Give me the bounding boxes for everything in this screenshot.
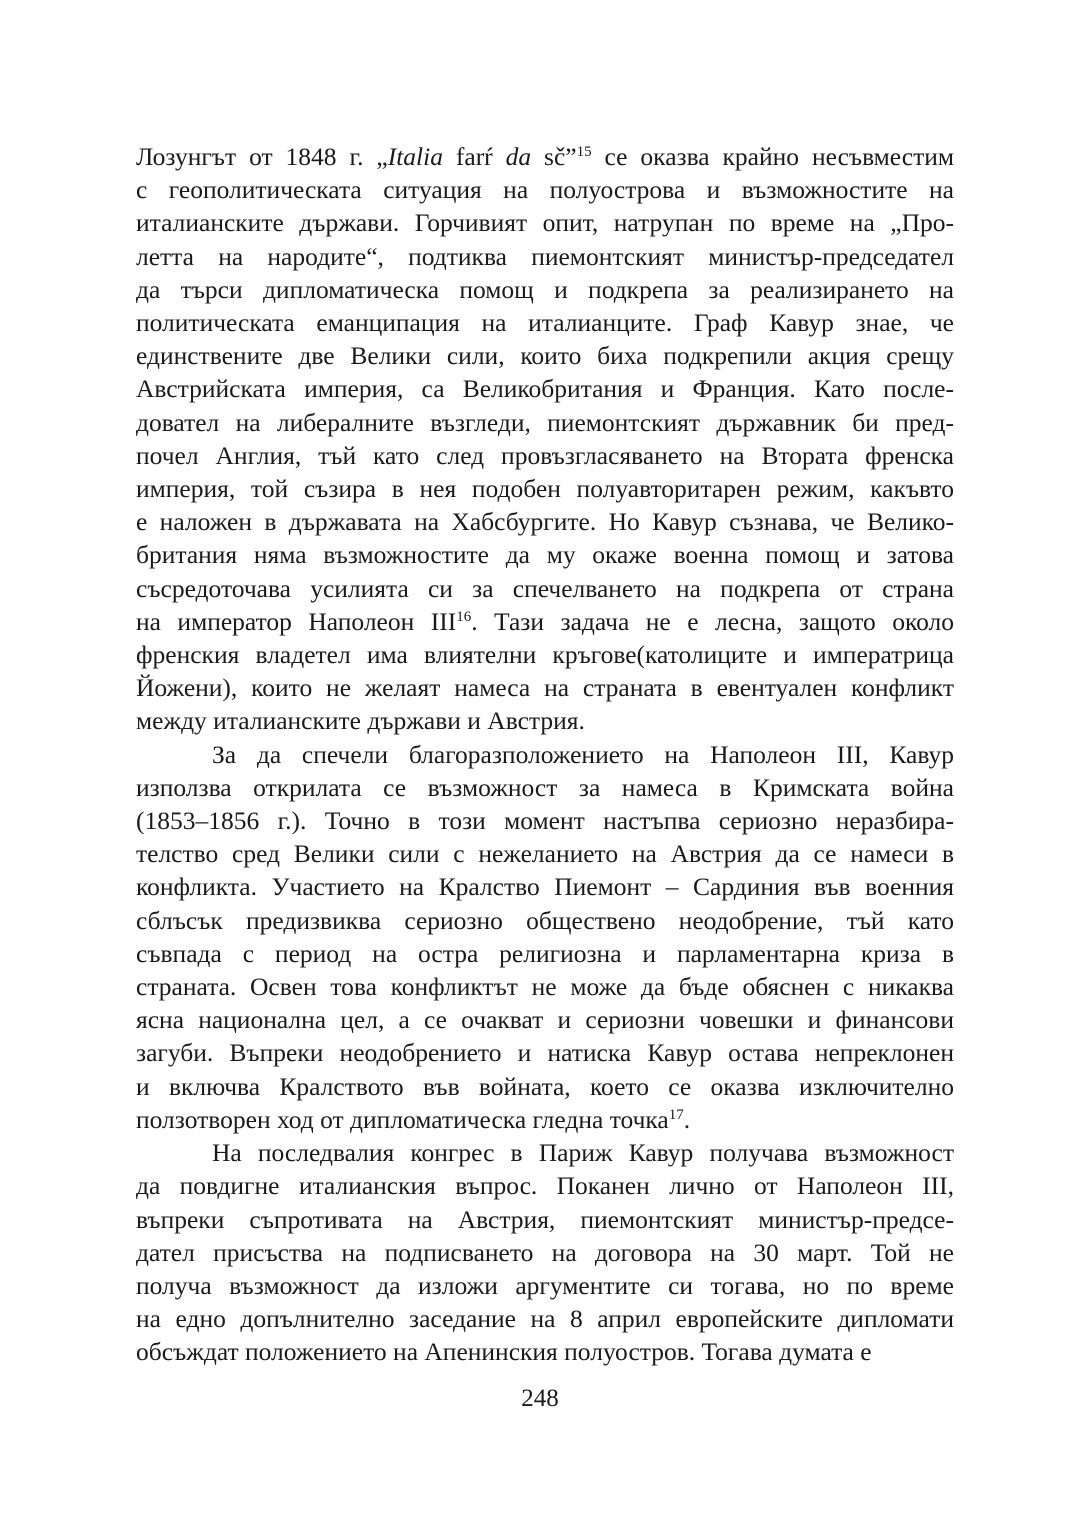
text-segment: .	[683, 1104, 691, 1134]
text-line: загуби. Въпреки неодобрението и натиска Кавур остава непреклонен	[136, 1038, 954, 1068]
text-line	[136, 140, 954, 173]
text-line: съвпада с период на остра религиозна и парламентарна криза в	[136, 938, 954, 968]
text-segment: farŕ	[442, 142, 506, 171]
text-segment: sč”	[531, 142, 577, 171]
text-line: На последвалия конгрес в Париж Кавур получава възможност	[212, 1138, 954, 1168]
text-line: е наложен в държавата на Хабсбургите. Но Кавур съзнава, че Велико-	[136, 507, 954, 537]
text-line: (1853–1856 г.). Точно в този момент настъпва сериозно неразбира-	[136, 806, 954, 836]
text-line: политическата еманципация на италианците. Граф Кавур знае, че	[136, 308, 954, 338]
text-line: италианските държави. Горчивият опит, натрупан по време на „Про-	[136, 208, 954, 238]
text-line: използва открилата се възможност за намеса в Кримската война	[136, 772, 954, 802]
text-segment: се оказва крайно несъвместим	[591, 142, 955, 171]
text-line: Австрийската империя, са Великобритания и Франция. Като после-	[136, 374, 954, 404]
text-line: империя, той съзира в нея подобен полуавторитарен режим, какъвто	[136, 474, 954, 504]
text-line: да повдигне италианския въпрос. Поканен лично от Наполеон III,	[136, 1171, 954, 1201]
text-line: между италианските държави и Австрия.	[136, 706, 585, 736]
text-line: с геополитическата ситуация на полуострова и възможностите на	[136, 175, 954, 205]
italic-text: Italia	[387, 142, 443, 171]
text-line	[136, 1103, 954, 1136]
text-line: конфликта. Участието на Кралство Пиемонт – Сардиния във военния	[136, 872, 954, 902]
text-line: летта на народите“, подтиква пиемонтският министър-председател	[136, 241, 954, 271]
text-line: страната. Освен това конфликтът не може да бъде обяснен с никаква	[136, 972, 954, 1002]
text-line	[136, 605, 954, 638]
text-line: и включва Кралството във войната, което се оказва изключително	[136, 1071, 954, 1101]
page-body	[136, 140, 954, 1369]
text-line: въпреки съпротивата на Австрия, пиемонтският министър-предсе-	[136, 1204, 954, 1234]
text-line: довател на либералните възгледи, пиемонтският държавник би пред-	[136, 407, 954, 437]
text-line: френския владетел има влиятелни кръгове(католиците и императрица	[136, 640, 954, 670]
footnote-reference: 17	[668, 1106, 684, 1123]
paragraph-3	[136, 1136, 954, 1368]
text-line: почел Англия, тъй като след провъзгласяването на Втората френска	[136, 440, 954, 470]
footnote-reference: 16	[456, 608, 472, 625]
paragraph-2	[136, 738, 954, 1136]
text-segment: . Тази задача не е лесна, защото около	[471, 606, 954, 636]
text-line: да търси дипломатическа помощ и подкрепа за реализирането на	[136, 274, 954, 304]
text-segment: Лозунгът от 1848 г. „	[136, 142, 388, 171]
paragraph-1	[136, 140, 954, 738]
text-line: получа възможност да изложи аргументите си тогава, но по време	[136, 1270, 954, 1300]
text-line: на едно допълнително заседание на 8 април европейските дипломати	[136, 1304, 954, 1334]
text-line: съсредоточава усилията си за спечелването на подкрепа от страна	[136, 573, 954, 603]
text-line: дател присъства на подписването на договора на 30 март. Той не	[136, 1237, 954, 1267]
footnote-reference: 15	[576, 144, 592, 160]
text-segment: ползотворен ход от дипломатическа гледна точка	[136, 1104, 669, 1134]
text-line: британия няма възможностите да му окаже военна помощ и затова	[136, 540, 954, 570]
text-line: единствените две Велики сили, които биха подкрепили акция срещу	[136, 341, 954, 371]
text-line: сблъсък предизвиква сериозно обществено неодобрение, тъй като	[136, 905, 954, 935]
text-line: За да спечели благоразположението на Наполеон III, Кавур	[212, 739, 954, 769]
page-number: 248	[521, 1385, 559, 1412]
text-line: ясна национална цел, а се очакват и сериозни човешки и финансови	[136, 1005, 954, 1035]
text-line: обсъждат положението на Апенинския полуостров. Тогава думата е	[136, 1337, 872, 1367]
text-line: телство сред Велики сили с нежеланието на Австрия да се намеси в	[136, 839, 954, 869]
text-segment: на император Наполеон III	[136, 606, 457, 636]
text-line: Йожени), които не желаят намеса на страната в евентуален конфликт	[136, 673, 954, 703]
italic-text: da	[505, 142, 532, 171]
